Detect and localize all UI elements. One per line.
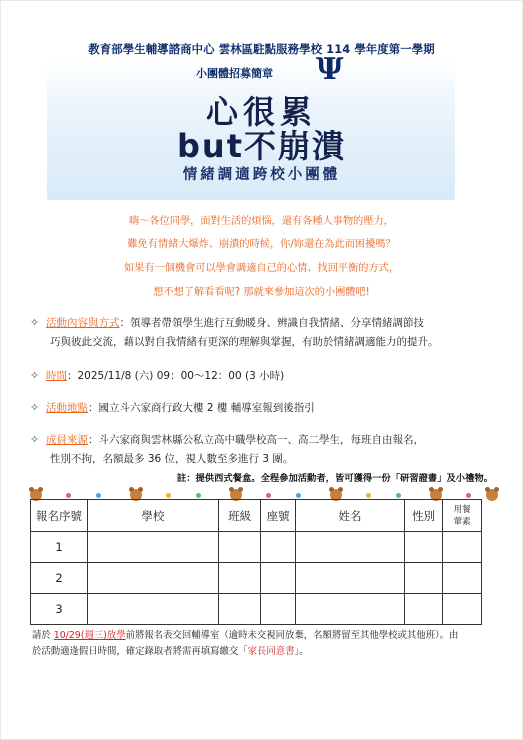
detail-time (30, 366, 500, 386)
content-label: 活動內容與方式 (46, 317, 120, 329)
group-subtitle: 情緒調適跨校小團體 (182, 167, 341, 183)
dot-icon (466, 493, 471, 498)
detail-content (30, 313, 500, 352)
detail-members (30, 430, 500, 469)
col-header-seat: 座號 (261, 500, 296, 532)
seat-cell[interactable] (261, 563, 296, 594)
dot-icon (396, 493, 401, 498)
table-row (31, 532, 482, 563)
table-row (31, 563, 482, 594)
dot-icon (196, 493, 201, 498)
col-header-school: 學校 (88, 500, 219, 532)
dot-icon (66, 493, 71, 498)
footer-text-1: 請於 (32, 630, 54, 641)
footer-text-2: 前將報名表交回輔導室（逾時未交視同放棄，名額將留至其他學校或其他班）。由 (125, 630, 459, 641)
col-header-name: 姓名 (295, 500, 404, 532)
dot-icon (96, 493, 101, 498)
intro-line-3: 如果有一個機會可以學會調適自己的心情、找回平衡的方式， (123, 263, 400, 274)
main-title-line2: but不崩潰 (177, 127, 346, 165)
school-cell[interactable] (88, 532, 219, 563)
psi-logo-icon: Ψ (316, 52, 344, 87)
members-text-1: ：斗六家商與雲林縣公私立高中職學校高一、高二學生，每班自由報名， (88, 434, 424, 446)
gender-cell[interactable] (405, 532, 443, 563)
class-cell[interactable] (218, 532, 261, 563)
name-cell[interactable] (295, 563, 404, 594)
sparkle-icon: ✧ (30, 316, 40, 329)
time-text: ：2025/11/8 (六) 09：00～12：00 (3 小時) (67, 370, 285, 382)
meal-header-line2: 葷素 (453, 516, 471, 527)
school-cell[interactable] (88, 563, 219, 594)
dot-icon (166, 493, 171, 498)
sparkle-icon: ✧ (30, 369, 40, 382)
footer-text-4: 」。 (294, 646, 309, 657)
location-label: 活動地點 (46, 402, 88, 414)
recruitment-heading: 小團體招募簡章 (196, 67, 273, 80)
col-header-gender: 性別 (405, 500, 443, 532)
sparkle-icon: ✧ (30, 433, 40, 446)
row-number: 1 (31, 532, 88, 563)
submission-instructions (32, 628, 500, 660)
row-number: 3 (31, 594, 88, 625)
footer-text-3: 於活動適逢假日時間，確定錄取者將需再填寫繳交「 (32, 646, 248, 657)
meal-header-line1: 用餐 (453, 504, 471, 515)
row-number: 2 (31, 563, 88, 594)
parent-consent-form: 家長同意書 (247, 646, 295, 657)
meal-cell[interactable] (443, 563, 482, 594)
dot-icon (296, 493, 301, 498)
intro-line-2: 難免有情緒大爆炸、崩潰的時候，你/妳還在為此而困擾嗎？ (127, 239, 396, 250)
gender-cell[interactable] (405, 594, 443, 625)
deadline-text: 10/29(週三)放學 (53, 630, 126, 641)
seat-cell[interactable] (261, 532, 296, 563)
members-text-2: 性別不拘，名額最多 36 位，視人數至多進行 3 團。 (50, 453, 294, 465)
sparkle-icon: ✧ (30, 401, 40, 414)
school-cell[interactable] (88, 594, 219, 625)
teddy-bear-icon (486, 489, 498, 501)
col-header-class: 班級 (218, 500, 261, 532)
table-header-row (31, 500, 482, 532)
meal-cell[interactable] (443, 532, 482, 563)
name-cell[interactable] (295, 532, 404, 563)
registration-table (30, 499, 482, 625)
detail-location (30, 398, 500, 418)
main-title-line1: 心很累 (205, 93, 317, 131)
col-header-serial: 報名序號 (31, 500, 88, 532)
col-header-meal (443, 500, 482, 532)
class-cell[interactable] (218, 563, 261, 594)
time-label: 時間 (46, 370, 67, 382)
members-label: 成員來源 (46, 434, 88, 446)
intro-line-1: 嗨～各位同學，面對生活的煩惱，還有各種人事物的壓力， (129, 216, 394, 227)
intro-line-4: 想不想了解看看呢? 那就來參加這次的小團體吧! (153, 287, 370, 298)
location-text: ：國立斗六家商行政大樓 2 樓 輔導室報到後指引 (88, 402, 315, 414)
class-cell[interactable] (218, 594, 261, 625)
dot-icon (366, 493, 371, 498)
name-cell[interactable] (295, 594, 404, 625)
content-text-2: 巧與彼此交流，藉以對自我情緒有更深的理解與掌握，有助於情緒調適能力的提升。 (50, 336, 439, 348)
meal-cell[interactable] (443, 594, 482, 625)
organizer-heading: 教育部學生輔導諮商中心 雲林區駐點服務學校 114 學年度第一學期 (88, 42, 435, 56)
content-text-1: ：領導者帶領學生進行互動暖身、辨識自我情緒、分享情緒調節技 (119, 317, 424, 329)
dot-icon (266, 493, 271, 498)
seat-cell[interactable] (261, 594, 296, 625)
gender-cell[interactable] (405, 563, 443, 594)
table-row (31, 594, 482, 625)
meal-certificate-note: 註：提供西式餐盒。全程參加活動者，皆可獲得一份「研習證書」及小禮物。 (176, 473, 493, 484)
